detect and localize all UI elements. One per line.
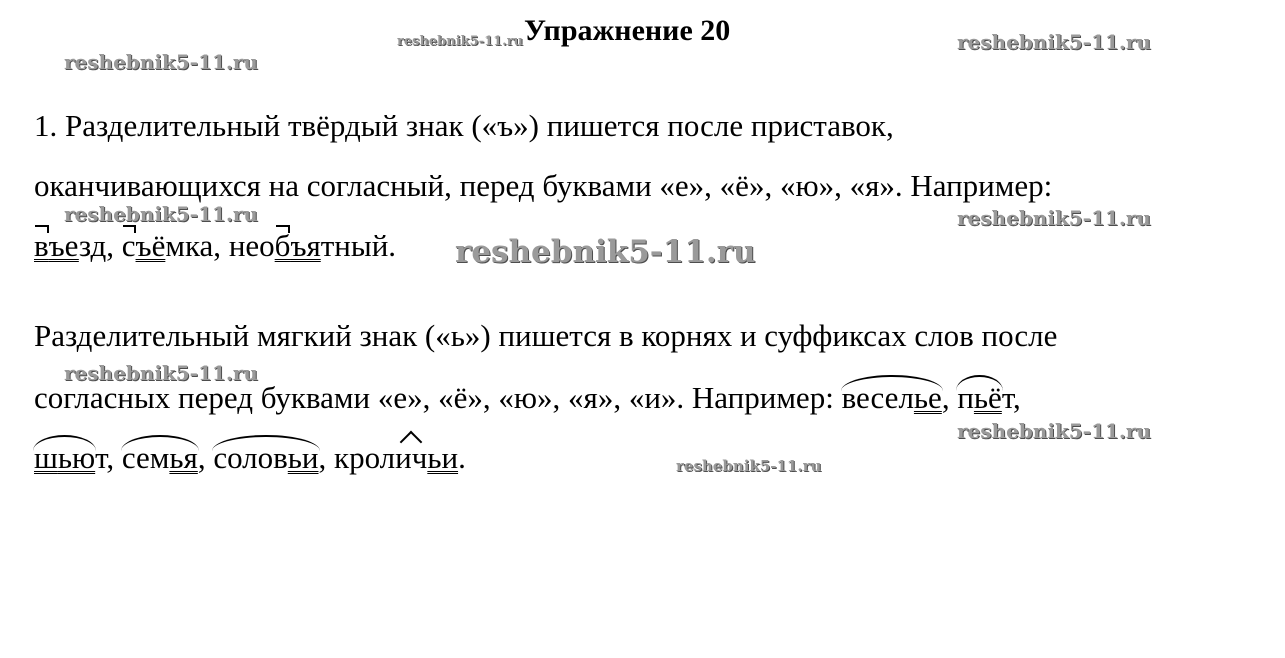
rule-text-line	[34, 380, 1021, 416]
root-mark: соловьи	[213, 440, 319, 475]
rule-text-line: оканчивающихся на согласный, перед буквами «е», «ё», «ю», «я». Например:	[34, 168, 1053, 203]
watermark: reshebnik5-11.ru	[957, 30, 1151, 54]
watermark: reshebnik5-11.ru	[64, 361, 258, 385]
word-rest: нео	[228, 228, 275, 263]
watermark: reshebnik5-11.ru	[957, 419, 1151, 443]
exercise-title: Упражнение 20	[524, 14, 731, 47]
rule-text-line: Разделительный мягкий знак («ь») пишется в корнях и суффиксах слов после	[34, 318, 1058, 353]
root-mark: пьё	[957, 380, 1002, 415]
sound-mark: ьи	[427, 440, 459, 475]
watermark: reshebnik5-11.ru	[397, 34, 524, 49]
watermark: reshebnik5-11.ru	[64, 50, 258, 74]
example-word-semya: семья,	[121, 440, 206, 475]
watermark: reshebnik5-11.ru	[957, 206, 1151, 230]
prefix-mark: с	[121, 228, 136, 263]
rule-text-line: 1. Разделительный твёрдый знак («ъ») пишется после приставок,	[34, 108, 894, 143]
root-mark: семья	[121, 440, 198, 475]
root-mark: шью	[34, 440, 96, 475]
example-word-vesele: веселье,	[841, 380, 950, 415]
example-word-pyot: пьёт,	[957, 380, 1021, 415]
sound-mark: ъё	[135, 228, 166, 263]
sound-mark: ъя	[290, 228, 321, 263]
example-word-solovyi: соловьи,	[213, 440, 327, 475]
sound-mark: ъе	[48, 228, 79, 263]
watermark: reshebnik5-11.ru	[676, 457, 822, 475]
example-word-vezd	[34, 228, 114, 264]
word-rest: тный.	[320, 228, 397, 263]
word-rest: мка,	[165, 228, 222, 263]
examples-line	[34, 228, 396, 264]
examples-line	[34, 440, 466, 476]
example-word-neobyatny	[229, 228, 396, 264]
word-rest: зд,	[78, 228, 115, 263]
suffix-mark: ич	[395, 440, 428, 475]
rule-text: согласных перед буквами «е», «ё», «ю», «я», «и». Например:	[34, 380, 834, 415]
watermark: reshebnik5-11.ru	[455, 234, 756, 270]
example-word-shyut: шьют,	[34, 440, 115, 475]
watermark: reshebnik5-11.ru	[64, 202, 258, 226]
prefix-mark: в	[34, 228, 49, 263]
prefix-mark: б	[274, 228, 291, 263]
example-word-krolichyi: кроличьи.	[334, 440, 466, 475]
example-word-semka	[122, 228, 221, 264]
root-mark: веселье	[841, 380, 942, 415]
